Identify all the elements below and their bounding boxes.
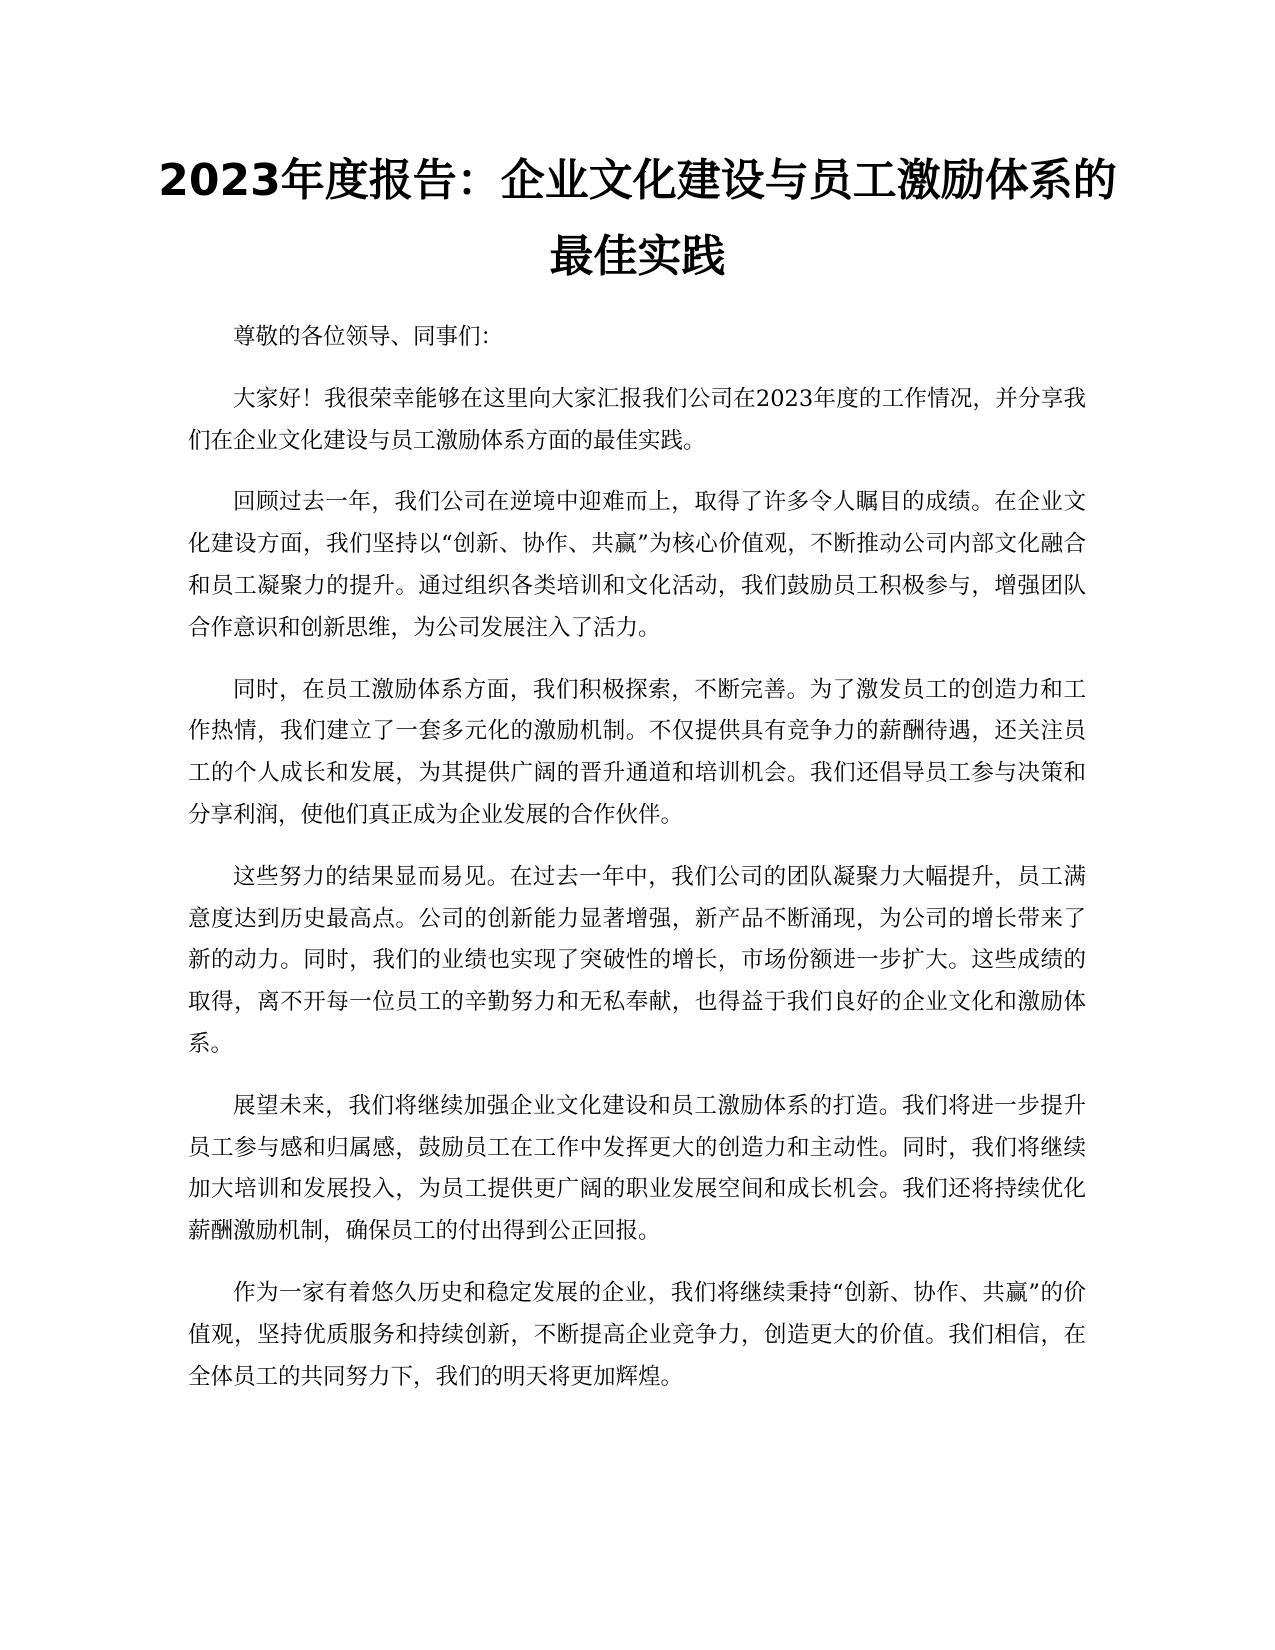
paragraph-results: 这些努力的结果显而易见。在过去一年中，我们公司的团队凝聚力大幅提升，员工满意度达到历史最高点。公司的创新能力显著增强，新产品不断涌现，为公司的增长带来了新的动力。同时，我们的业绩也实现了突破性的增长，市场份额进一步扩大。这些成绩的取得，离不开每一位员工的辛勤努力和无私奉献，也得益于我们良好的企业文化和激励体系。 xyxy=(188,863,1086,1057)
paragraph-incentive: 同时，在员工激励体系方面，我们积极探索，不断完善。为了激发员工的创造力和工作热情，我们建立了一套多元化的激励机制。不仅提供具有竞争力的薪酬待遇，还关注员工的个人成长和发展，为其提供广阔的晋升通道和培训机会。我们还倡导员工参与决策和分享利润，使他们真正成为企业发展的合作伙伴。 xyxy=(188,676,1086,828)
document-title: 2023年度报告：企业文化建设与员工激励体系的最佳实践 xyxy=(158,155,1117,282)
paragraph-greeting: 大家好！我很荣幸能够在这里向大家汇报我们公司在2023年度的工作情况，并分享我们在企业文化建设与员工激励体系方面的最佳实践。 xyxy=(188,385,1086,454)
paragraph-review: 回顾过去一年，我们公司在逆境中迎难而上，取得了许多令人瞩目的成绩。在企业文化建设方面，我们坚持以“创新、协作、共赢”为核心价值观，不断推动公司内部文化融合和员工凝聚力的提升。通过组织各类培训和文化活动，我们鼓励员工积极参与，增强团队合作意识和创新思维，为公司发展注入了活力。 xyxy=(188,489,1086,641)
paragraph-salutation: 尊敬的各位领导、同事们： xyxy=(233,324,504,350)
paragraph-closing: 作为一家有着悠久历史和稳定发展的企业，我们将继续秉持“创新、协作、共赢”的价值观，坚持优质服务和持续创新，不断提高企业竞争力，创造更大的价值。我们相信，在全体员工的共同努力下，我们的明天将更加辉煌。 xyxy=(188,1279,1086,1390)
paragraph-outlook: 展望未来，我们将继续加强企业文化建设和员工激励体系的打造。我们将进一步提升员工参与感和归属感，鼓励员工在工作中发挥更大的创造力和主动性。同时，我们将继续加大培训和发展投入，为员工提供更广阔的职业发展空间和成长机会。我们还将持续优化薪酬激励机制，确保员工的付出得到公正回报。 xyxy=(188,1092,1086,1245)
document-body xyxy=(188,317,1086,1418)
